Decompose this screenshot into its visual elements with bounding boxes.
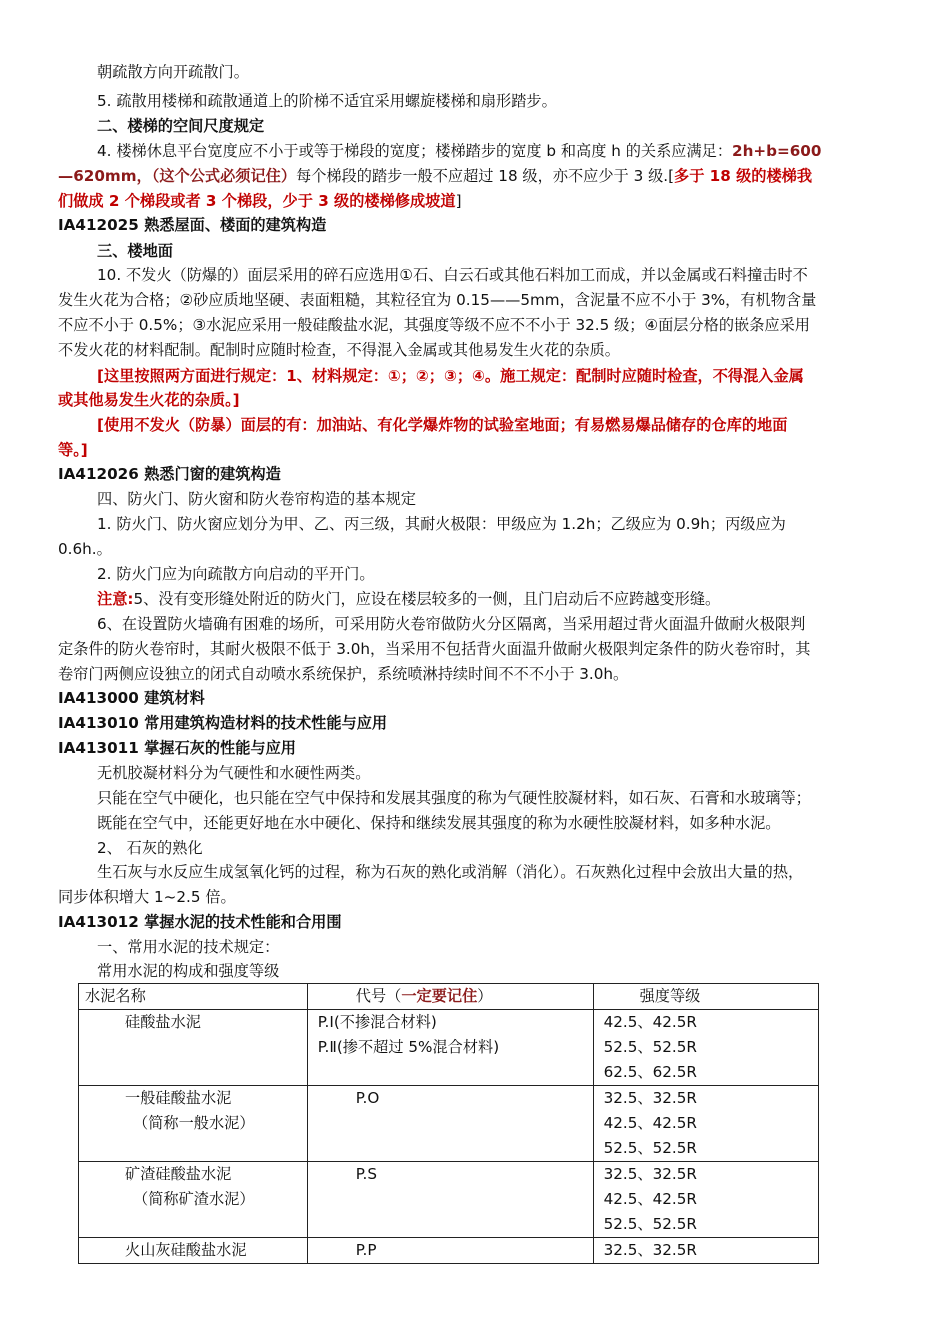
cement-name: 一般硅酸盐水泥 — [125, 1089, 232, 1107]
header-text: 代号（ — [355, 987, 402, 1005]
header-text: ） — [477, 987, 493, 1005]
paragraph-line: 6、在设置防火墙确有困难的场所，可采用防火卷帘做防火分区隔离，当采用超过背火面温升做耐火极限判 — [97, 615, 806, 633]
strength-grade: 62.5、62.5R — [603, 1063, 697, 1081]
paragraph-line: 1. 防火门、防火窗应划分为甲、乙、丙三级，其耐火极限：甲级应为 1.2h；乙级应为 0.9h；丙级应为 — [97, 515, 786, 533]
text-run: 5、没有变形缝处附近的防火门，应设在楼层较多的一侧，且门启动后不应跨越变形缝。 — [133, 590, 721, 608]
cement-code-cell — [307, 1086, 593, 1162]
paragraph-line: 0.6h.。 — [58, 540, 112, 558]
cement-name-cell — [79, 1162, 308, 1238]
section-heading: 二、楼梯的空间尺度规定 — [97, 117, 265, 135]
cement-code-cell — [307, 1238, 593, 1264]
paragraph-line: 发生火花为合格；②砂应质地坚硬、表面粗糙，其粒径宜为 0.15——5mm，含泥量不应不小于 3%，有机物含量 — [58, 291, 817, 309]
strength-grade-cell — [593, 1238, 818, 1264]
formula-text: 2h+b=600 — [732, 142, 822, 160]
text-run: ] — [455, 192, 462, 210]
strength-grade: 52.5、52.5R — [603, 1215, 697, 1233]
paragraph-line: 朝疏散方向开疏散门。 — [97, 63, 249, 81]
paragraph-line: 不发火花的材料配制。配制时应随时检查，不得混入金属或其他易发生火花的杂质。 — [58, 341, 620, 359]
strength-grade: 52.5、52.5R — [603, 1139, 697, 1157]
table-row — [79, 1162, 819, 1238]
cement-short-name: （简称一般水泥） — [133, 1114, 255, 1132]
strength-grade-cell — [593, 1162, 818, 1238]
cement-code-cell — [307, 1162, 593, 1238]
table-row — [79, 1010, 819, 1086]
red-note: 多于 18 级的楼梯我 — [674, 167, 813, 185]
strength-grade: 42.5、42.5R — [603, 1190, 697, 1208]
red-note: [使用不发火（防暴）面层的有：加油站、有化学爆炸物的试验室地面；有易燃易爆品储存的仓库的地面 — [97, 416, 788, 434]
header-emphasis: 一定要记住 — [401, 987, 478, 1005]
paragraph-line: 定条件的防火卷帘时，其耐火极限不低于 3.0h，当采用不包括背火面温升做耐火极限判定条件的防火卷帘时，其 — [58, 640, 811, 658]
section-code-heading: IA413010 常用建筑构造材料的技术性能与应用 — [58, 714, 388, 732]
red-note: 或其他易发生火花的杂质。] — [58, 391, 240, 409]
paragraph-line: 2. 防火门应为向疏散方向启动的平开门。 — [97, 565, 375, 583]
section-code-heading: IA413000 建筑材料 — [58, 689, 205, 707]
paragraph-line: 一、常用水泥的技术规定： — [97, 938, 280, 956]
table-header-row — [79, 984, 819, 1010]
red-note: [这里按照两方面进行规定：1、材料规定：①；②；③；④。施工规定：配制时应随时检查，不得混入金属 — [97, 367, 804, 385]
paragraph-line: 5. 疏散用楼梯和疏散通道上的阶梯不适宜采用螺旋楼梯和扇形踏步。 — [97, 92, 557, 110]
strength-grade: 32.5、32.5R — [603, 1089, 697, 1107]
paragraph-line: 10. 不发火（防爆的）面层采用的碎石应选用①石、白云石或其他石料加工而成，并以金属或石料撞击时不 — [97, 266, 808, 284]
paragraph-line — [97, 139, 821, 163]
paragraph-line: 卷帘门两侧应设独立的闭式自动喷水系统保护，系统喷淋持续时间不不不小于 3.0h。 — [58, 665, 629, 683]
strength-grade: 32.5、32.5R — [603, 1165, 697, 1183]
cement-code: P.S — [355, 1165, 378, 1183]
text-run: 4. 楼梯休息平台宽度应不小于或等于梯段的宽度；楼梯踏步的宽度 b 和高度 h 的关系应满足： — [97, 142, 733, 160]
paragraph-line: 不应不小于 0.5%；③水泥应采用一般硅酸盐水泥，其强度等级不应不不小于 32.5 级；④面层分格的嵌条应采用 — [58, 316, 810, 334]
strength-grade: 52.5、52.5R — [603, 1038, 697, 1056]
cement-short-name: （简称矿渣水泥） — [133, 1190, 255, 1208]
strength-grade: 42.5、42.5R — [603, 1013, 697, 1031]
header-cell-grade: 强度等级 — [593, 984, 818, 1010]
cement-code: P.Ⅰ(不掺混合材料) — [317, 1013, 437, 1031]
paragraph-line — [58, 189, 462, 213]
paragraph-line: 四、防火门、防火窗和防火卷帘构造的基本规定 — [97, 490, 416, 508]
formula-note: —620mm，（这个公式必须记住） — [58, 167, 297, 185]
cement-code: P.P — [355, 1241, 377, 1259]
paragraph-line: 既能在空气中，还能更好地在水中硬化、保持和继续发展其强度的称为水硬性胶凝材料，如多种水泥。 — [97, 814, 781, 832]
paragraph-line: 无机胶凝材料分为气硬性和水硬性两类。 — [97, 764, 371, 782]
paragraph-line: 同步体积增大 1~2.5 倍。 — [58, 888, 236, 906]
paragraph-line: 2、 石灰的熟化 — [97, 839, 203, 857]
paragraph-line: 生石灰与水反应生成氢氧化钙的过程，称为石灰的熟化或消解（消化）。石灰熟化过程中会放出大量的热， — [97, 863, 804, 881]
cement-code: P.Ⅱ(掺不超过 5%混合材料) — [317, 1038, 500, 1056]
strength-grade-cell — [593, 1010, 818, 1086]
strength-grade: 32.5、32.5R — [603, 1241, 697, 1259]
red-note: 们做成 2 个梯段或者 3 个梯段，少于 3 级的楼梯修成坡道 — [58, 192, 456, 210]
strength-grade-cell — [593, 1086, 818, 1162]
cement-name-cell — [79, 1238, 308, 1264]
header-cell-name: 水泥名称 — [79, 984, 308, 1010]
strength-grade: 42.5、42.5R — [603, 1114, 697, 1132]
cement-name-cell — [79, 1010, 308, 1086]
paragraph-line — [58, 164, 812, 188]
table-row — [79, 1086, 819, 1162]
section-code-heading: IA413012 掌握水泥的技术性能和合用围 — [58, 913, 342, 931]
paragraph-line: 只能在空气中硬化，也只能在空气中保持和发展其强度的称为气硬性胶凝材料，如石灰、石膏和水玻璃等； — [97, 789, 811, 807]
cement-code-cell — [307, 1010, 593, 1086]
cement-name: 火山灰硅酸盐水泥 — [125, 1241, 247, 1259]
section-code-heading: IA412025 熟悉屋面、楼面的建筑构造 — [58, 216, 327, 234]
text-run: 每个梯段的踏步一般不应超过 18 级，亦不应少于 3 级.[ — [296, 167, 675, 185]
section-heading: 三、楼地面 — [97, 242, 173, 260]
cement-name-cell — [79, 1086, 308, 1162]
cement-name: 硅酸盐水泥 — [125, 1013, 201, 1031]
section-code-heading: IA412026 熟悉门窗的建筑构造 — [58, 465, 281, 483]
header-cell-code — [307, 984, 593, 1010]
cement-name: 矿渣硅酸盐水泥 — [125, 1165, 232, 1183]
table-caption: 常用水泥的构成和强度等级 — [97, 962, 280, 980]
table-row — [79, 1238, 819, 1264]
section-code-heading: IA413011 掌握石灰的性能与应用 — [58, 739, 296, 757]
paragraph-line — [97, 587, 720, 611]
cement-table — [78, 983, 819, 1264]
red-note: 等。] — [58, 441, 88, 459]
note-label: 注意: — [97, 590, 134, 608]
cement-code: P.O — [355, 1089, 380, 1107]
